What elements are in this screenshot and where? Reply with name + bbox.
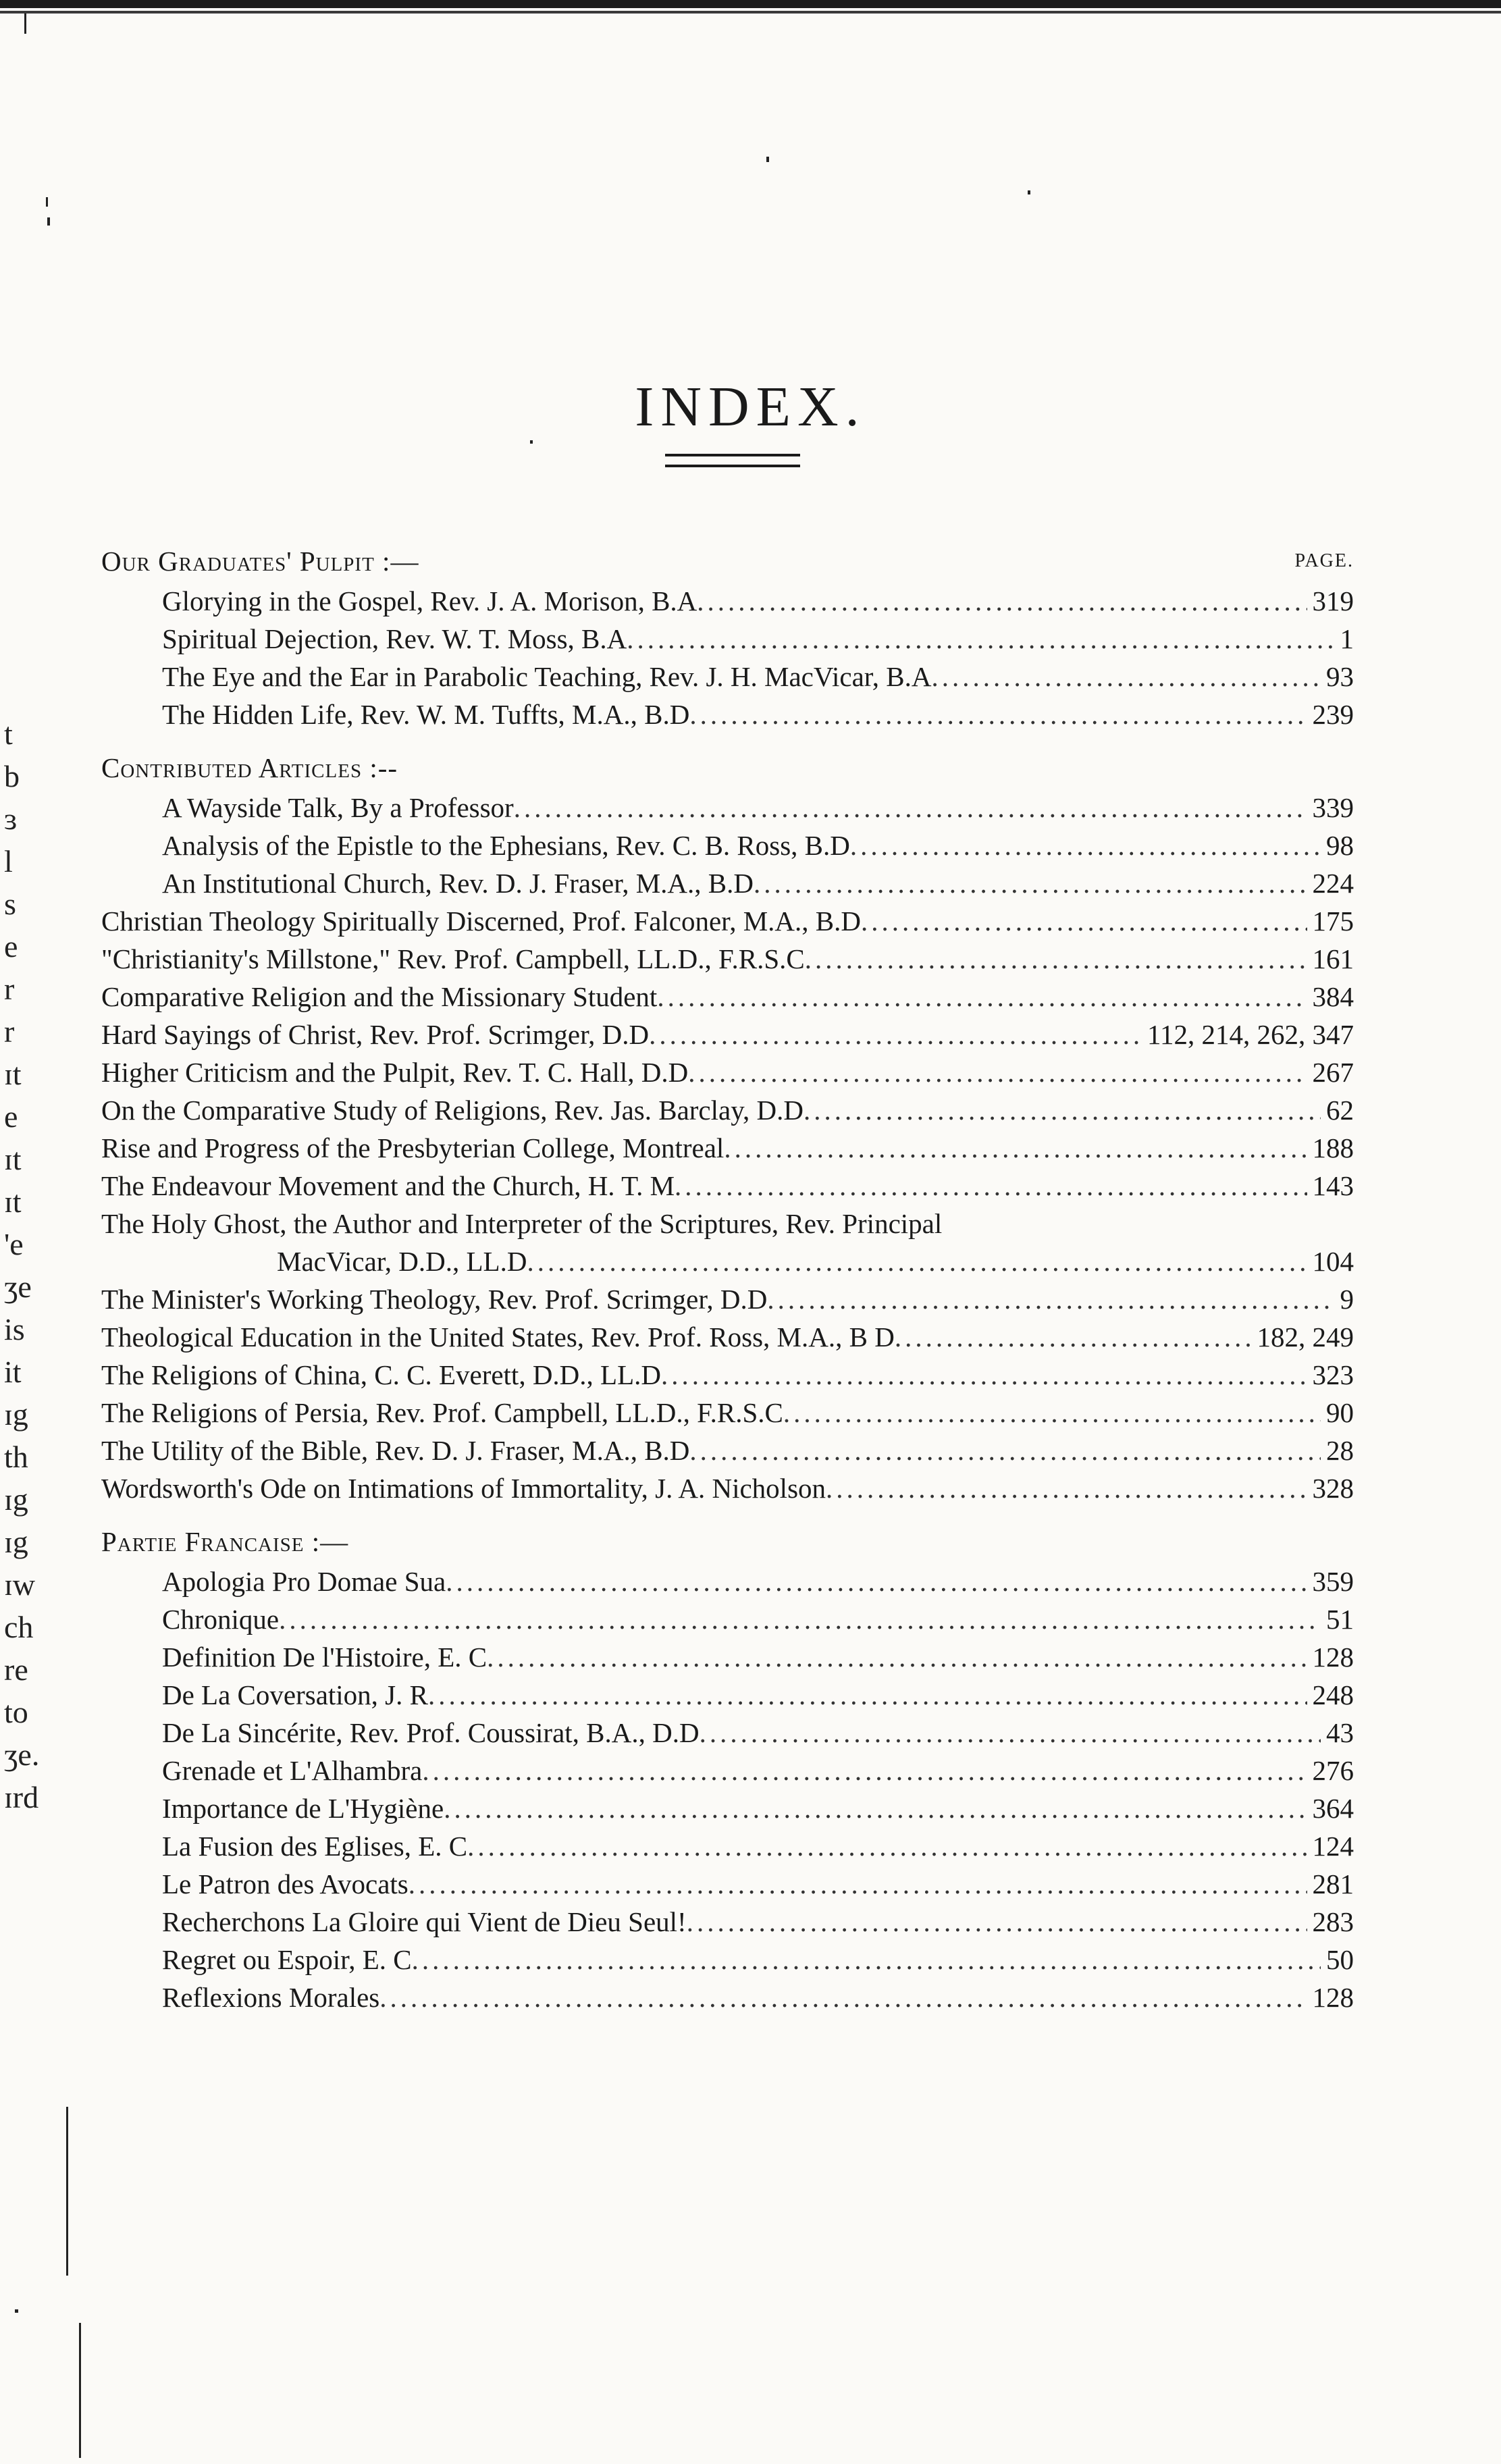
margin-fragment: ɪt bbox=[4, 1142, 22, 1176]
entry-continuation bbox=[101, 1242, 1354, 1280]
dot-leader bbox=[932, 658, 1321, 696]
index-entry bbox=[101, 1167, 1354, 1205]
margin-fragment: is bbox=[4, 1312, 25, 1346]
margin-fragment: ch bbox=[4, 1610, 34, 1644]
dot-leader bbox=[446, 1563, 1307, 1600]
dot-leader bbox=[689, 1432, 1321, 1469]
margin-fragment: ɜ bbox=[4, 802, 18, 836]
scan-speck bbox=[530, 440, 533, 444]
dot-leader bbox=[675, 1167, 1307, 1205]
scan-speck bbox=[47, 217, 50, 226]
dot-leader bbox=[627, 620, 1334, 658]
dot-leader bbox=[279, 1600, 1321, 1638]
entry-page: 319 bbox=[1312, 585, 1354, 617]
entry-page: 175 bbox=[1312, 906, 1354, 937]
title-rule bbox=[665, 454, 800, 456]
entry-title: De La Sincérite, Rev. Prof. Coussirat, B.A., D.D bbox=[162, 1717, 700, 1748]
entry-page: 51 bbox=[1326, 1604, 1354, 1635]
margin-fragment: l bbox=[4, 844, 13, 879]
dot-leader bbox=[527, 1242, 1307, 1280]
top-scan-border-secondary bbox=[0, 11, 1501, 14]
dot-leader bbox=[697, 582, 1307, 620]
index-entry bbox=[101, 620, 1354, 658]
entry-title: Definition De l'Histoire, E. C bbox=[162, 1642, 488, 1673]
entry-page: 104 bbox=[1312, 1246, 1354, 1277]
dot-leader bbox=[687, 1903, 1307, 1941]
entry-page: 364 bbox=[1312, 1793, 1354, 1824]
margin-fragment: e bbox=[4, 1099, 18, 1134]
entry-page: 128 bbox=[1312, 1982, 1354, 2013]
scan-speck bbox=[15, 2309, 18, 2313]
dot-leader bbox=[444, 1789, 1307, 1827]
index-entry bbox=[101, 1016, 1354, 1053]
dot-leader bbox=[805, 940, 1307, 978]
section-heading bbox=[101, 747, 1354, 789]
margin-fragment: ɪrd bbox=[4, 1780, 39, 1814]
margin-fragment: re bbox=[4, 1652, 28, 1687]
entry-page: 1 bbox=[1340, 623, 1354, 654]
dot-leader bbox=[657, 978, 1307, 1016]
index-entry bbox=[101, 1432, 1354, 1469]
margin-fragment: ɪt bbox=[4, 1057, 22, 1091]
entry-title: Theological Education in the United States, Rev. Prof. Ross, M.A., B D bbox=[101, 1321, 895, 1353]
entry-title: Le Patron des Avocats bbox=[162, 1868, 409, 1899]
index-entry bbox=[101, 1563, 1354, 1600]
margin-fragment: ɪg bbox=[4, 1525, 28, 1559]
entry-title: Reflexions Morales bbox=[162, 1982, 380, 2013]
entry-title: De La Coversation, J. R bbox=[162, 1679, 428, 1710]
entry-page: 43 bbox=[1326, 1717, 1354, 1748]
entry-title: Wordsworth's Ode on Intimations of Immortality, J. A. Nicholson bbox=[101, 1473, 826, 1504]
entry-title: On the Comparative Study of Religions, Rev. Jas. Barclay, D.D bbox=[101, 1095, 804, 1126]
entry-page: 98 bbox=[1326, 830, 1354, 861]
index-entry bbox=[101, 1752, 1354, 1789]
entry-page: 112, 214, 262, 347 bbox=[1147, 1019, 1354, 1050]
margin-fragment: th bbox=[4, 1440, 28, 1474]
dot-leader bbox=[422, 1752, 1307, 1789]
index-entry bbox=[101, 1091, 1354, 1129]
margin-fragment: r bbox=[4, 1014, 15, 1049]
dot-leader bbox=[409, 1865, 1307, 1903]
entry-page: 239 bbox=[1312, 699, 1354, 730]
margin-fragment: ɪt bbox=[4, 1184, 22, 1219]
index-entry bbox=[101, 1978, 1354, 2016]
dot-leader bbox=[689, 696, 1307, 733]
section-heading bbox=[101, 1521, 1354, 1563]
dot-leader bbox=[826, 1469, 1307, 1507]
entry-page: 359 bbox=[1312, 1566, 1354, 1597]
entry-title: Regret ou Espoir, E. C bbox=[162, 1944, 412, 1975]
section-heading bbox=[101, 540, 1354, 582]
section-heading-text: Partie Francaise :— bbox=[101, 1526, 349, 1557]
title-rule bbox=[665, 465, 800, 467]
entry-title: A Wayside Talk, By a Professor bbox=[162, 792, 514, 823]
entry-title: Glorying in the Gospel, Rev. J. A. Morison, B.A bbox=[162, 585, 697, 617]
entry-page: 161 bbox=[1312, 943, 1354, 974]
dot-leader bbox=[861, 902, 1307, 940]
dot-leader bbox=[661, 1356, 1307, 1394]
index-entry bbox=[101, 978, 1354, 1016]
entry-title: The Endeavour Movement and the Church, H. T. M bbox=[101, 1170, 675, 1201]
entry-title: Hard Sayings of Christ, Rev. Prof. Scrimger, D.D bbox=[101, 1019, 650, 1050]
index-entry bbox=[101, 1469, 1354, 1507]
entry-title: The Utility of the Bible, Rev. D. J. Fraser, M.A., B.D bbox=[101, 1435, 690, 1466]
scan-speck bbox=[766, 157, 769, 162]
index-entry bbox=[101, 1205, 1354, 1280]
index-entry bbox=[101, 789, 1354, 827]
dot-leader bbox=[850, 827, 1321, 864]
margin-fragment: 'e bbox=[4, 1227, 24, 1261]
entry-title: The Holy Ghost, the Author and Interpreter of the Scriptures, Rev. Principal bbox=[101, 1208, 943, 1239]
entry-page: 328 bbox=[1312, 1473, 1354, 1504]
dot-leader bbox=[688, 1053, 1307, 1091]
entry-title: Apologia Pro Domae Sua bbox=[162, 1566, 446, 1597]
index-entry bbox=[101, 1827, 1354, 1865]
entry-page: 323 bbox=[1312, 1359, 1354, 1390]
index-entry bbox=[101, 1280, 1354, 1318]
section-heading-text: Contributed Articles :-- bbox=[101, 752, 398, 783]
index-entry bbox=[101, 940, 1354, 978]
entry-title: Spiritual Dejection, Rev. W. T. Moss, B.A bbox=[162, 623, 627, 654]
dot-leader bbox=[428, 1676, 1307, 1714]
dot-leader bbox=[412, 1941, 1321, 1978]
entry-page: 188 bbox=[1312, 1132, 1354, 1163]
entry-title: "Christianity's Millstone," Rev. Prof. Campbell, LL.D., F.R.S.C bbox=[101, 943, 805, 974]
entry-page: 9 bbox=[1340, 1284, 1354, 1315]
entry-title: Comparative Religion and the Missionary Student bbox=[101, 981, 658, 1012]
margin-fragment: s bbox=[4, 887, 16, 921]
entry-title: Chronique bbox=[162, 1604, 280, 1635]
dot-leader bbox=[649, 1016, 1142, 1053]
entry-title: Recherchons La Gloire qui Vient de Dieu Seul! bbox=[162, 1906, 687, 1937]
margin-fragment: t bbox=[4, 716, 13, 751]
dot-leader bbox=[514, 789, 1307, 827]
dot-leader bbox=[487, 1638, 1307, 1676]
scan-speck bbox=[24, 14, 26, 34]
page-title: INDEX. bbox=[635, 375, 866, 439]
entry-page: 281 bbox=[1312, 1868, 1354, 1899]
section-gap bbox=[101, 1507, 1354, 1521]
index-entry bbox=[101, 902, 1354, 940]
index-entry bbox=[101, 1903, 1354, 1941]
entry-page: 224 bbox=[1312, 868, 1354, 899]
index-entry bbox=[101, 1318, 1354, 1356]
section-heading-text: Our Graduates' Pulpit :— bbox=[101, 546, 419, 577]
index-entry bbox=[101, 582, 1354, 620]
entry-continuation-text: MacVicar, D.D., LL.D bbox=[277, 1246, 527, 1277]
margin-fragment: it bbox=[4, 1355, 22, 1389]
entry-title: The Eye and the Ear in Parabolic Teaching, Rev. J. H. MacVicar, B.A bbox=[162, 661, 932, 692]
dot-leader bbox=[754, 864, 1307, 902]
margin-fragment: ʒe. bbox=[4, 1737, 40, 1772]
scan-speck bbox=[46, 197, 48, 207]
margin-fragment: e bbox=[4, 929, 18, 964]
entry-page: 50 bbox=[1326, 1944, 1354, 1975]
dot-leader bbox=[700, 1714, 1321, 1752]
index-entry bbox=[101, 1638, 1354, 1676]
entry-page: 267 bbox=[1312, 1057, 1354, 1088]
index-entry bbox=[101, 1356, 1354, 1394]
entry-page: 339 bbox=[1312, 792, 1354, 823]
margin-fragment: to bbox=[4, 1695, 28, 1729]
entry-page: 283 bbox=[1312, 1906, 1354, 1937]
margin-fragment: b bbox=[4, 759, 20, 793]
index-entry bbox=[101, 1053, 1354, 1091]
section-gap bbox=[101, 733, 1354, 747]
entry-title: The Hidden Life, Rev. W. M. Tuffts, M.A., B.D bbox=[162, 699, 690, 730]
entry-page: 143 bbox=[1312, 1170, 1354, 1201]
index-entry bbox=[101, 1789, 1354, 1827]
dot-leader bbox=[783, 1394, 1321, 1432]
dot-leader bbox=[724, 1129, 1307, 1167]
entry-title: An Institutional Church, Rev. D. J. Fraser, M.A., B.D bbox=[162, 868, 754, 899]
margin-fragment: r bbox=[4, 972, 15, 1006]
index-entry bbox=[101, 1676, 1354, 1714]
dot-leader bbox=[767, 1280, 1334, 1318]
entry-title: La Fusion des Eglises, E. C bbox=[162, 1831, 468, 1862]
page-column-label: PAGE. bbox=[1294, 550, 1354, 571]
entry-page: 124 bbox=[1312, 1831, 1354, 1862]
index-entry bbox=[101, 1600, 1354, 1638]
entry-title: Analysis of the Epistle to the Ephesians, Rev. C. B. Ross, B.D bbox=[162, 830, 850, 861]
entry-page: 28 bbox=[1326, 1435, 1354, 1466]
index-entry bbox=[101, 1865, 1354, 1903]
margin-fragment: ɪg bbox=[4, 1397, 28, 1432]
scan-speck bbox=[1028, 190, 1030, 194]
scan-edge-line bbox=[66, 2107, 68, 2276]
dot-leader bbox=[895, 1318, 1252, 1356]
scan-edge-line bbox=[79, 2323, 81, 2458]
entry-title: Rise and Progress of the Presbyterian College, Montreal bbox=[101, 1132, 725, 1163]
entry-page: 384 bbox=[1312, 981, 1354, 1012]
index-entry bbox=[101, 1714, 1354, 1752]
entry-page: 128 bbox=[1312, 1642, 1354, 1673]
entry-title: Grenade et L'Alhambra bbox=[162, 1755, 423, 1786]
index-entry bbox=[101, 827, 1354, 864]
entry-page: 90 bbox=[1326, 1397, 1354, 1428]
margin-fragment: ɪg bbox=[4, 1482, 28, 1517]
entry-title: Christian Theology Spiritually Discerned, Prof. Falconer, M.A., B.D bbox=[101, 906, 861, 937]
dot-leader bbox=[379, 1978, 1307, 2016]
dot-leader bbox=[467, 1827, 1307, 1865]
entry-title: The Religions of China, C. C. Everett, D.D., LL.D bbox=[101, 1359, 661, 1390]
entry-title: The Religions of Persia, Rev. Prof. Campbell, LL.D., F.R.S.C bbox=[101, 1397, 783, 1428]
entry-page: 93 bbox=[1326, 661, 1354, 692]
index-entry bbox=[101, 1941, 1354, 1978]
entry-title: Importance de L'Hygiène bbox=[162, 1793, 444, 1824]
margin-fragment: ɪw bbox=[4, 1567, 35, 1602]
top-scan-border bbox=[0, 0, 1501, 8]
entry-page: 248 bbox=[1312, 1679, 1354, 1710]
entry-page: 182, 249 bbox=[1257, 1321, 1354, 1353]
entry-page: 276 bbox=[1312, 1755, 1354, 1786]
index-entry bbox=[101, 1394, 1354, 1432]
index-entry bbox=[101, 864, 1354, 902]
index-list bbox=[101, 540, 1354, 2016]
index-entry bbox=[101, 658, 1354, 696]
margin-fragment: ʒe bbox=[4, 1269, 32, 1304]
entry-page: 62 bbox=[1326, 1095, 1354, 1126]
entry-title: Higher Criticism and the Pulpit, Rev. T. C. Hall, D.D bbox=[101, 1057, 689, 1088]
index-entry bbox=[101, 696, 1354, 733]
dot-leader bbox=[804, 1091, 1321, 1129]
entry-title: The Minister's Working Theology, Rev. Prof. Scrimger, D.D bbox=[101, 1284, 768, 1315]
index-entry bbox=[101, 1129, 1354, 1167]
